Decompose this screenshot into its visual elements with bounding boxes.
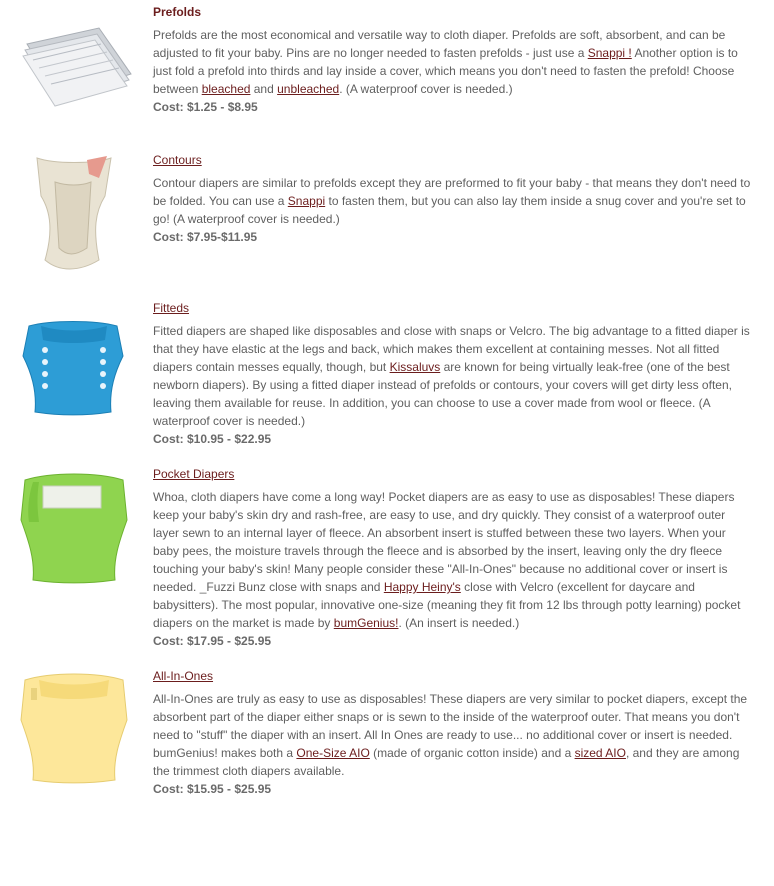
- pocket-diapers-content: [153, 466, 753, 650]
- contour-diaper-image: [15, 152, 133, 276]
- all-in-ones-description: All-In-Ones are truly as easy to use as disposables! These diapers are very similar to pocket diapers, except the absorbent part of the diaper either snaps or is sewn to the inside of the waterproof outer. That means you don't need to "stuff" the diaper with an insert. All In Ones are ready to use... no additional cover or insert is needed. bumGenius! makes both a One-Size AIO (made of organic cotton inside) and a sized AIO, and they are among the trimmest cloth diapers available.: [153, 692, 748, 778]
- fitteds-content: [153, 300, 753, 448]
- all-in-ones-title-link[interactable]: All-In-Ones: [153, 669, 214, 683]
- contours-description: Contour diapers are similar to prefolds except they are preformed to fit your baby - that means they don't need to be folded. You can use a Snappi to fasten them, but you can also lay them inside a snug cover and you're set to go! (A waterproof cover is needed.): [153, 176, 751, 226]
- bumgenius-link[interactable]: bumGenius!: [333, 616, 399, 630]
- bleached-link[interactable]: bleached: [201, 82, 251, 96]
- prefolds-description: Prefolds are the most economical and versatile way to cloth diaper. Prefolds are soft, absorbent, and can be adjusted to fit your baby. Pins are no longer needed to fasten prefolds - just use a Snappi ! Another option is to just fold a prefold into thirds and lay inside a cover, which means you don't need to fasten the prefold! Choose between bleached and unbleached. (A waterproof cover is needed.): [153, 28, 738, 96]
- one-size-aio-link[interactable]: One-Size AIO: [296, 746, 370, 760]
- pocket-diapers-cost: Cost: $17.95 - $25.95: [153, 634, 272, 648]
- snappi-link-2[interactable]: Snappi: [287, 194, 326, 208]
- fitteds-title-link[interactable]: Fitteds: [153, 301, 190, 315]
- snappi-link[interactable]: Snappi !: [587, 46, 632, 60]
- fitted-diaper-icon: [15, 316, 133, 416]
- contour-diaper-icon: [15, 152, 133, 276]
- prefolds-content: [153, 4, 753, 116]
- fitteds-cost: Cost: $10.95 - $22.95: [153, 432, 272, 446]
- contours-title-link[interactable]: Contours: [153, 153, 202, 167]
- all-in-ones-content: [153, 668, 753, 798]
- pocket-diapers-title-link[interactable]: Pocket Diapers: [153, 467, 235, 481]
- prefolds-title: Prefolds: [153, 5, 202, 19]
- kissaluvs-link[interactable]: Kissaluvs: [389, 360, 441, 374]
- contours-cost: Cost: $7.95-$11.95: [153, 230, 258, 244]
- all-in-one-diaper-image: [15, 668, 133, 786]
- sized-aio-link[interactable]: sized AIO: [574, 746, 626, 760]
- prefold-stack-icon: [15, 22, 133, 108]
- unbleached-link[interactable]: unbleached: [277, 82, 340, 96]
- pocket-diaper-icon: [15, 466, 133, 584]
- prefolds-cost: Cost: $1.25 - $8.95: [153, 100, 258, 114]
- prefold-diaper-image: [15, 22, 133, 108]
- contours-content: [153, 152, 753, 246]
- all-in-ones-cost: Cost: $15.95 - $25.95: [153, 782, 272, 796]
- happy-heinys-link[interactable]: Happy Heiny's: [383, 580, 461, 594]
- fitteds-description: Fitted diapers are shaped like disposables and close with snaps or Velcro. The big advantage to a fitted diaper is that they have elastic at the legs and back, which makes them excellent at containing messes. Not all fitted diapers contain messes equally, though, but Kissaluvs are known for being virtually leak-free (one of the best newborn diapers). By using a fitted diaper instead of prefolds or contours, your covers will get dirty less often, leaving them available for reuse. In addition, you can choose to use a cover made from wool or fleece. (A waterproof cover is needed.): [153, 324, 750, 428]
- pocket-diapers-description: Whoa, cloth diapers have come a long way! Pocket diapers are as easy to use as disposables! These diapers keep your baby's skin dry and rash-free, are easy to use, and dry quickly. They consist of a waterproof outer layer sewn to an internal layer of fleece. An absorbent insert is stuffed between these two layers. When your baby pees, the moisture travels through the fleece and is absorbed by the insert, leaving only the dry fleece touching your baby's skin! Many people consider these "All-In-Ones" because no additional cover or insert is needed. _Fuzzi Bunz close with snaps and Happy Heiny's close with Velcro (excellent for daycare and babysitters). The most popular, innovative one-size (meaning they fit from 12 lbs through potty learning) pocket diapers on the market is made by bumGenius!. (An insert is needed.): [153, 490, 741, 630]
- pocket-diaper-image: [15, 466, 133, 584]
- all-in-one-diaper-icon: [15, 668, 133, 786]
- fitted-diaper-image: [15, 316, 133, 416]
